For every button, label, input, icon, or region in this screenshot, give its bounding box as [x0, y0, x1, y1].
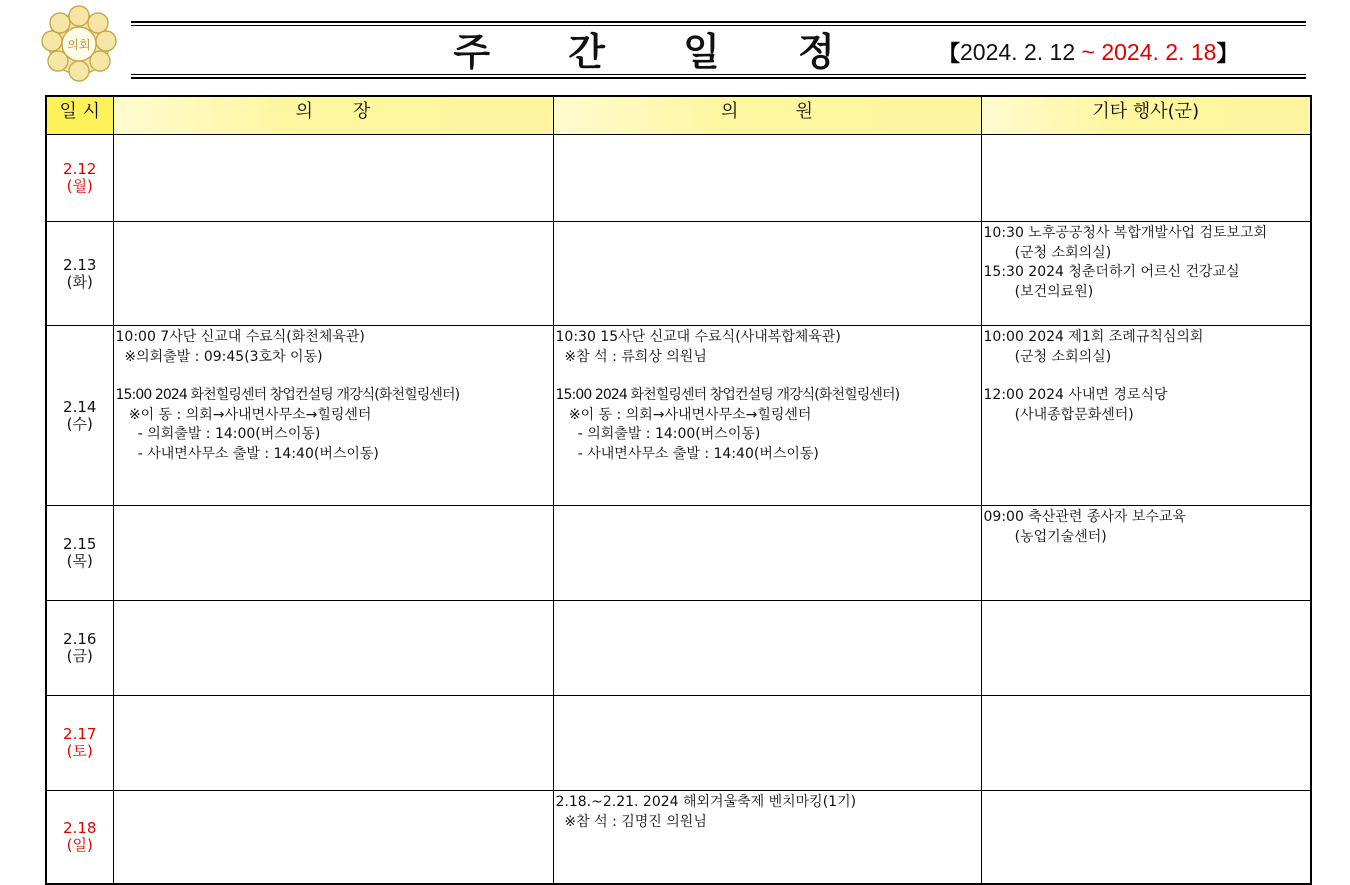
date-cell — [46, 135, 113, 222]
members-schedule-cell — [553, 696, 981, 791]
members-schedule-cell — [553, 601, 981, 696]
members-schedule-cell — [553, 791, 981, 884]
other-schedule-cell — [981, 326, 1311, 506]
schedule-line: ※이 동 : 의회→사내면사무소→힐링센터 — [555, 406, 812, 423]
col-header-members: 의 원 — [553, 96, 981, 135]
schedule-line: 15:30 2024 청춘더하기 어르신 건강교실 — [983, 264, 1240, 280]
members-schedule-cell — [553, 222, 981, 326]
period-close-bracket: 】 — [1216, 40, 1239, 66]
members-schedule-cell — [553, 135, 981, 222]
chair-schedule-cell — [113, 601, 553, 696]
page-title — [453, 22, 837, 74]
schedule-line: 2.18.~2.21. 2024 해외겨울축제 벤치마킹(1기) — [555, 794, 857, 810]
date-label: 2.13 — [63, 255, 97, 274]
period-open-bracket: 【 — [938, 40, 961, 66]
schedule-line: 10:30 15사단 신교대 수료식(사내복합체육관) — [555, 329, 841, 345]
schedule-line: 10:30 노후공공청사 복합개발사업 검토보고회 — [983, 225, 1268, 241]
schedule-row — [46, 791, 1311, 884]
logo-text: 의회 — [67, 38, 91, 52]
schedule-line: - 의회출발 : 14:00(버스이동) — [555, 426, 761, 442]
schedule-line: (사내종합문화센터) — [983, 406, 1134, 423]
date-cell — [46, 326, 113, 506]
schedule-line: - 의회출발 : 14:00(버스이동) — [115, 426, 321, 442]
other-schedule-cell — [981, 222, 1311, 326]
date-label: 2.17 — [63, 725, 97, 743]
schedule-line: ※참 석 : 류희상 의원님 — [555, 348, 707, 365]
chair-schedule-cell — [113, 222, 553, 326]
header-rule-bottom — [131, 77, 1306, 79]
schedule-line: (군청 소회의실) — [983, 244, 1112, 261]
members-schedule-cell — [553, 326, 981, 506]
schedule-line: ※이 동 : 의회→사내면사무소→힐링센터 — [115, 406, 372, 423]
schedule-line: - 사내면사무소 출발 : 14:40(버스이동) — [555, 445, 819, 462]
weekday-label: (토) — [66, 742, 93, 760]
title-char: 일 — [683, 28, 722, 74]
weekday-label: (일) — [66, 835, 93, 854]
date-label: 2.12 — [63, 160, 97, 178]
schedule-row — [46, 135, 1311, 222]
schedule-row — [46, 696, 1311, 791]
schedule-row — [46, 222, 1311, 326]
other-schedule-cell — [981, 601, 1311, 696]
schedule-line: 10:00 2024 제1회 조례규칙심의회 — [983, 329, 1204, 345]
date-cell — [46, 601, 113, 696]
schedule-line: (군청 소회의실) — [983, 348, 1112, 365]
weekday-label: (수) — [66, 414, 93, 433]
weekday-label: (금) — [66, 647, 93, 665]
schedule-line: 15:00 2024 화천힐링센터 창업컨설팅 개강식(화천힐링센터) — [115, 387, 460, 403]
other-schedule-cell — [981, 696, 1311, 791]
schedule-line: ※참 석 : 김명진 의원님 — [555, 813, 707, 830]
schedule-line: 15:00 2024 화천힐링센터 창업컨설팅 개강식(화천힐링센터) — [555, 387, 900, 403]
date-label: 2.16 — [63, 630, 97, 648]
schedule-line — [116, 367, 553, 386]
other-schedule-cell — [981, 135, 1311, 222]
col-header-chair: 의 장 — [113, 96, 553, 135]
schedule-row — [46, 506, 1311, 601]
date-cell — [46, 791, 113, 884]
schedule-line — [984, 367, 1311, 386]
col-header-other: 기타 행사(군) — [981, 96, 1311, 135]
schedule-line: (농업기술센터) — [983, 528, 1107, 545]
schedule-line: 10:00 7사단 신교대 수료식(화천체육관) — [115, 329, 365, 345]
date-cell — [46, 696, 113, 791]
council-emblem-icon — [34, 5, 124, 83]
chair-schedule-cell — [113, 696, 553, 791]
members-schedule-cell — [553, 506, 981, 601]
schedule-period — [938, 35, 1238, 69]
weekday-label: (목) — [66, 552, 93, 570]
schedule-line: ※의회출발 : 09:45(3호차 이동) — [115, 348, 323, 365]
schedule-line: - 사내면사무소 출발 : 14:40(버스이동) — [115, 445, 379, 462]
schedule-line: (보건의료원) — [983, 283, 1094, 300]
date-cell — [46, 506, 113, 601]
period-start: 2024. 2. 12 — [960, 38, 1076, 65]
other-schedule-cell — [981, 791, 1311, 884]
weekday-label: (월) — [66, 177, 93, 195]
schedule-line — [556, 367, 981, 386]
period-end: 2024. 2. 18 — [1101, 38, 1217, 65]
chair-schedule-cell — [113, 791, 553, 884]
schedule-table — [45, 95, 1312, 885]
chair-schedule-cell — [113, 326, 553, 506]
other-schedule-cell — [981, 506, 1311, 601]
schedule-line: 09:00 축산관련 종사자 보수교육 — [983, 509, 1186, 525]
weekday-label: (화) — [66, 272, 93, 291]
date-cell — [46, 222, 113, 326]
date-label: 2.15 — [63, 535, 97, 553]
date-label: 2.14 — [63, 397, 97, 416]
schedule-row — [46, 326, 1311, 506]
title-char: 정 — [797, 28, 837, 74]
schedule-line: 12:00 2024 사내면 경로식당 — [983, 387, 1168, 403]
chair-schedule-cell — [113, 506, 553, 601]
chair-schedule-cell — [113, 135, 553, 222]
col-header-date: 일 시 — [46, 96, 113, 135]
title-char: 주 — [453, 28, 493, 74]
schedule-row — [46, 601, 1311, 696]
period-separator: ~ — [1075, 38, 1102, 65]
date-label: 2.18 — [63, 818, 97, 837]
title-char: 간 — [568, 28, 607, 74]
